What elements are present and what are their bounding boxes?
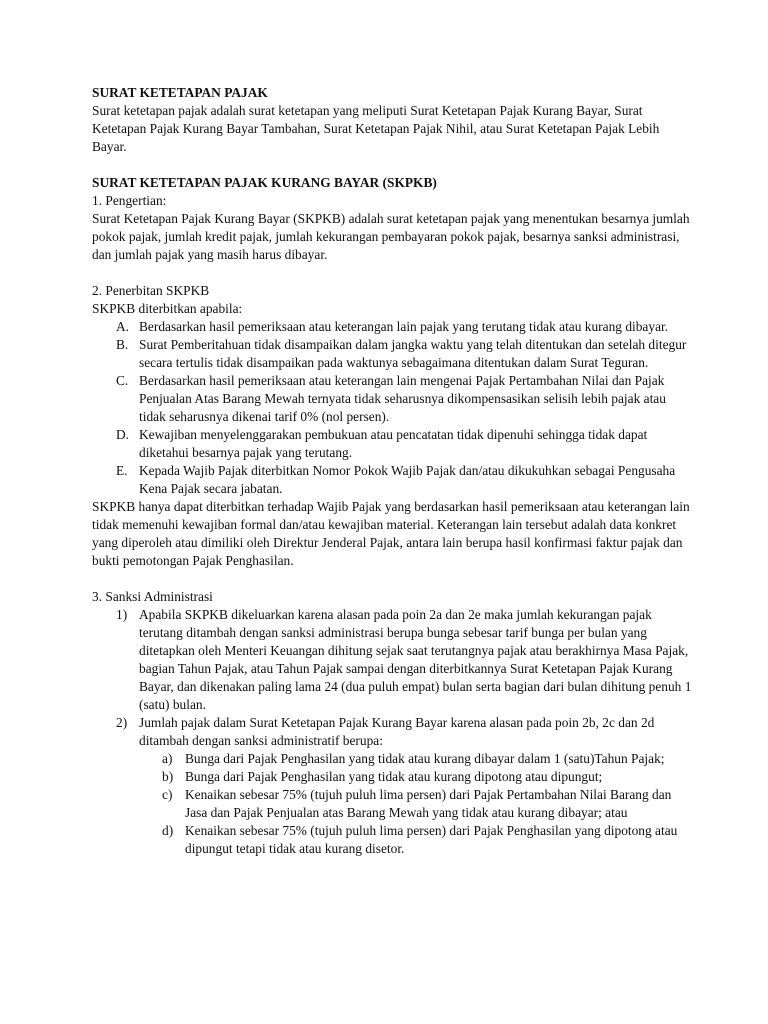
list-item-text: Surat Pemberitahuan tidak disampaikan dalam jangka waktu yang telah ditentukan dan setelah ditegur secara tertulis tidak disampaikan pada waktunya sebagaimana ditentukan dalam Surat Teguran. xyxy=(139,337,687,370)
list-marker: E. xyxy=(116,463,128,478)
sublist-item-text: Bunga dari Pajak Penghasilan yang tidak atau kurang dipotong atau dipungut; xyxy=(185,769,603,784)
list-item-text: Berdasarkan hasil pemeriksaan atau keterangan lain mengenai Pajak Pertambahan Nilai dan Pajak Penjualan Atas Barang Mewah ternyata tidak seharusnya dikompensasikan selisih lebih pajak atau tidak seharusnya dikenai tarif 0% (nol persen). xyxy=(139,373,666,424)
label-penerbitan: 2. Penerbitan SKPKB xyxy=(92,283,210,298)
list-marker: B. xyxy=(116,337,129,352)
list-item xyxy=(92,462,692,498)
list-item-text: Kewajiban menyelenggarakan pembukuan atau pencatatan tidak dipenuhi sehingga tidak dapat diketahui besarnya pajak yang terutang. xyxy=(139,427,648,460)
sanksi-list xyxy=(92,606,692,858)
document-page xyxy=(92,84,692,858)
list-item-text: Berdasarkan hasil pemeriksaan atau keterangan lain pajak yang terutang tidak atau kurang dibayar. xyxy=(139,319,669,334)
penerbitan-intro: SKPKB diterbitkan apabila: xyxy=(92,301,243,316)
penerbitan-list xyxy=(92,318,692,498)
label-sanksi: 3. Sanksi Administrasi xyxy=(92,589,213,604)
sublist-marker: d) xyxy=(162,823,174,838)
list-marker: 2) xyxy=(116,715,128,730)
list-item-text: Kepada Wajib Pajak diterbitkan Nomor Pokok Wajib Pajak dan/atau dikukuhkan sebagai Pengusaha Kena Pajak secara jabatan. xyxy=(139,463,676,496)
list-item xyxy=(92,426,692,462)
sublist-item xyxy=(92,822,692,858)
list-marker: C. xyxy=(116,373,129,388)
sublist-marker: b) xyxy=(162,769,174,784)
list-marker: D. xyxy=(116,427,130,442)
sublist-item-text: Bunga dari Pajak Penghasilan yang tidak atau kurang dibayar dalam 1 (satu)Tahun Pajak; xyxy=(185,751,665,766)
sublist-marker: c) xyxy=(162,787,173,802)
list-marker: 1) xyxy=(116,607,128,622)
label-pengertian: 1. Pengertian: xyxy=(92,193,167,208)
sublist-item-text: Kenaikan sebesar 75% (tujuh puluh lima persen) dari Pajak Pertambahan Nilai Barang dan Jasa dan Pajak Penjualan atas Barang Mewah yang tidak atau kurang dibayar; atau xyxy=(185,787,672,820)
sublist-item xyxy=(92,768,692,786)
sublist-item xyxy=(92,786,692,822)
section-title-surat-ketetapan-pajak: SURAT KETETAPAN PAJAK xyxy=(92,85,268,100)
sublist-item xyxy=(92,750,692,768)
sublist-item-text: Kenaikan sebesar 75% (tujuh puluh lima persen) dari Pajak Penghasilan yang dipotong atau dipungut tetapi tidak atau kurang disetor. xyxy=(185,823,678,856)
paragraph-penerbitan-closing: SKPKB hanya dapat diterbitkan terhadap Wajib Pajak yang berdasarkan hasil pemeriksaan atau keterangan lain tidak memenuhi kewajiban formal dan/atau kewajiban material. Keterangan lain tersebut adalah data konkret yang diperoleh atau dimiliki oleh Direktur Jenderal Pajak, antara lain berupa hasil konfirmasi faktur pajak dan bukti pemotongan Pajak Penghasilan. xyxy=(92,499,690,568)
section-title-skpkb: SURAT KETETAPAN PAJAK KURANG BAYAR (SKPKB) xyxy=(92,175,437,190)
sanksi-sublist xyxy=(92,750,692,858)
list-item xyxy=(92,318,692,336)
list-item-text: Jumlah pajak dalam Surat Ketetapan Pajak Kurang Bayar karena alasan pada poin 2b, 2c dan 2d ditambah dengan sanksi administratif berupa: xyxy=(139,715,655,748)
sublist-marker: a) xyxy=(162,751,173,766)
list-item-text: Apabila SKPKB dikeluarkan karena alasan pada poin 2a dan 2e maka jumlah kekurangan pajak terutang ditambah dengan sanksi administrasi berupa bunga sebesar tarif bunga per bulan yang ditetapkan oleh Menteri Keuangan dihitung sejak saat terutangnya pajak atau berakhirnya Masa Pajak, bagian Tahun Pajak, atau Tahun Pajak sampai dengan diterbitkannya Surat Ketetapan Pajak Kurang Bayar, dan dikenakan paling lama 24 (dua puluh empat) bulan serta bagian dari bulan dihitung penuh 1 (satu) bulan. xyxy=(139,607,692,712)
paragraph-surat-ketetapan-pajak: Surat ketetapan pajak adalah surat ketetapan yang meliputi Surat Ketetapan Pajak Kurang Bayar, Surat Ketetapan Pajak Kurang Bayar Tambahan, Surat Ketetapan Pajak Nihil, atau Surat Ketetapan Pajak Lebih Bayar. xyxy=(92,103,660,154)
list-item xyxy=(92,336,692,372)
list-item xyxy=(92,606,692,714)
list-marker: A. xyxy=(116,319,130,334)
list-item xyxy=(92,714,692,750)
paragraph-pengertian: Surat Ketetapan Pajak Kurang Bayar (SKPKB) adalah surat ketetapan pajak yang menentukan besarnya jumlah pokok pajak, jumlah kredit pajak, jumlah kekurangan pembayaran pokok pajak, besarnya sanksi administrasi, dan jumlah pajak yang masih harus dibayar. xyxy=(92,211,690,262)
list-item xyxy=(92,372,692,426)
